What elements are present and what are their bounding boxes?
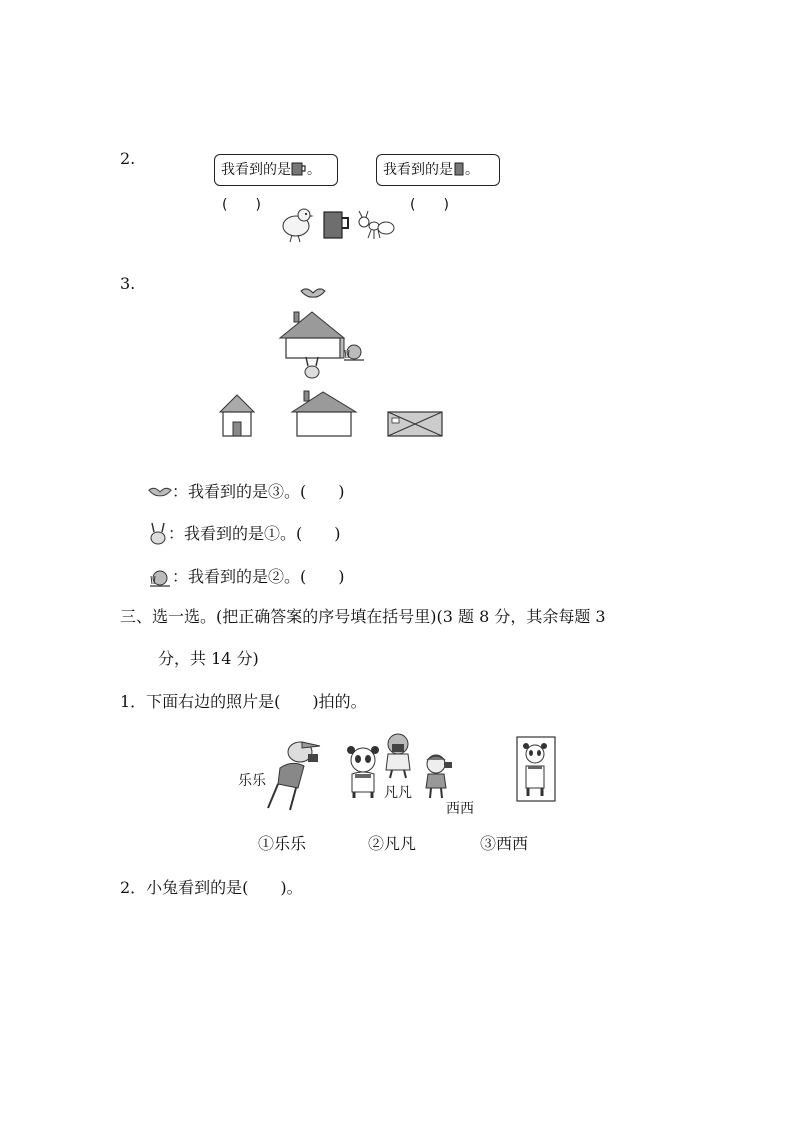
photo-frame [516,736,556,802]
snail-icon [148,563,172,591]
bubble-left-end: 。 [307,162,321,178]
view-option-2-image [290,390,360,438]
answer-paren-chick[interactable]: ( ) [222,197,261,213]
statement-row-2 [148,520,341,548]
mug-side-icon [291,162,307,180]
xixi-figure [418,752,458,800]
statement-1-text: ：我看到的是③。( ) [172,482,345,501]
option-1-label[interactable]: ①乐乐 [258,834,307,853]
label-xixi: 西西 [446,801,474,817]
label-fanfan: 凡凡 [384,785,412,801]
mug-front-icon [453,162,465,180]
ant-icon [356,210,396,242]
question-3-number: 3. [120,274,136,293]
bird-icon [148,485,172,499]
view-option-1-image [218,392,258,438]
rabbit-icon [302,356,322,380]
view-option-3-image [386,410,444,438]
bubble-right-end: 。 [465,162,479,178]
statement-row-1 [148,480,345,504]
rabbit-icon [148,521,168,547]
option-2-label[interactable]: ②凡凡 [368,834,417,853]
chick-icon [276,205,316,243]
answer-paren-ant[interactable]: ( ) [410,197,449,213]
bird-icon [300,286,326,300]
lele-figure [262,738,324,812]
section-3-heading-line1: 三、选一选。(把正确答案的序号填在括号里)(3 题 8 分，其余每题 3 [120,607,606,626]
statement-2-text: ：我看到的是①。( ) [168,524,341,543]
bubble-right-text: 我看到的是 [383,162,453,178]
panda-figure [346,744,380,800]
s3-question-2-text: 2．小兔看到的是( )。 [120,878,303,897]
label-lele: 乐乐 [238,773,266,789]
mug-icon [322,210,352,240]
snail-icon [342,340,366,362]
statement-3-text: ：我看到的是②。( ) [172,567,345,586]
statement-row-3 [148,562,345,592]
speech-bubble-right [376,154,500,186]
fanfan-figure [380,732,416,780]
question-2-number: 2. [120,149,136,168]
s3-question-1-text: 1．下面右边的照片是( )拍的。 [120,692,367,711]
section-3-heading-line2: 分，共 14 分) [158,649,259,668]
bubble-left-text: 我看到的是 [221,162,291,178]
option-3-label[interactable]: ③西西 [480,834,529,853]
speech-bubble-left [214,154,338,186]
